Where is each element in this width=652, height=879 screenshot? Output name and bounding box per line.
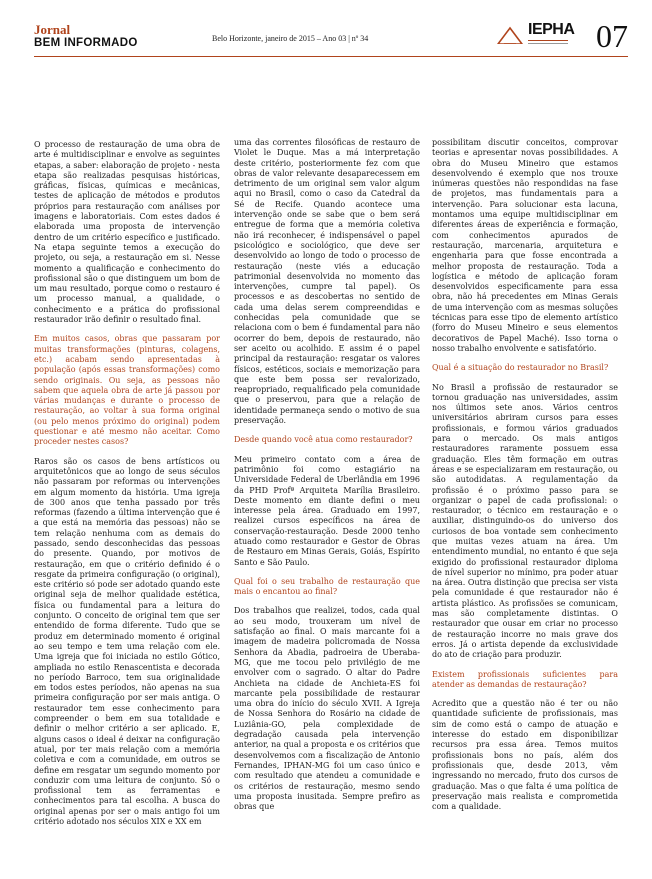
paragraph: possibilitam discutir conceitos, comprovar teorias e apresentar novas possibilidades. A obra do Museu Mineiro que estamos desenvolvendo é exemplo que nos trouxe inúmeras questões não respondidas na fase de projetos, mas fundamentais para a intervenção. Para solucionar esta lacuna, montamos uma equipe multidisciplinar em diferentes áreas de experiência e formação, com conhecimentos apurados de restauração, marcenaria, arquitetura e engenharia para que fosse encontrada a melhor proposta de restauração. Toda a logística e método de aplicação foram desenvolvidos especificamente para essa obra, não há precedentes em Minas Gerais de uma intervenção com as mesmas soluções técnicas para esse tipo de elemento artístico (forro do Museu Mineiro e seus elementos decorativos de Papel Maché). Isso torna o nosso trabalho envolvente e satisfatório. [432,138,618,353]
logo-mark-icon [496,26,526,44]
question: Qual foi o seu trabalho de restauração que mais o encantou ao final? [234,576,420,597]
logo-subline [528,40,568,47]
journal-label: Jornal [34,22,71,37]
dateline: Belo Horizonte, janeiro de 2015 – Ano 03 | nº 34 [212,34,369,43]
column-2 [234,138,420,821]
question: Qual é a situação do restaurador no Brasil? [432,363,609,373]
header-rule [34,56,628,57]
paragraph: O processo de restauração de uma obra de arte é multidisciplinar e envolve as seguintes etapas, a saber: elaboração de projeto - nesta etapa são realizadas pesquisas históricas, gráficas, físicas, químicas e mecânicas, testes de aplicação de métodos e produtos próprios para restauração com análises por imagens e laboratoriais. Com estes dados é elaborada uma proposta de intervenção dentro de um critério específico e justificado. Na etapa seguinte temos a execução do projeto, ou seja, a restauração em si. Nesse momento a qualificação e conhecimento do profissional são o que distinguem um bom de um mau resultado, porque como o restauro é um processo manual, a qualidade, o conhecimento e a prática do profissional restaurador irão definir o resultado final. [34,140,220,325]
iepha-logo [496,22,596,54]
question: Existem profissionais suficientes para atender as demandas de restauração? [432,669,618,689]
question: Em muitos casos, obras que passaram por muitas transformações (pinturas, colagens, etc.) acabam sendo apresentadas à população (após essas transformações) como sendo originais. Ou seja, as pessoas não sabem que aquela obra de arte já passou por várias mudanças e durante o processo de restauração, ao voltar à sua forma original (ou pelo menos próximo do original) podem questionar e até mesmo não aceitar. Como proceder nestes casos? [34,334,220,447]
column-1 [34,140,220,836]
paragraph: Meu primeiro contato com a área de patrimônio foi como estagiário na Universidade Federal de Uberlândia em 1996 da PHD Profª Arquiteta Marília Brasileiro. Deste momento em diante defini o meu interesse pela área. Graduado em 1997, realizei cursos específicos na área de conservação-restauração. Desde 2000 tenho atuado como restaurador e Gestor de Obras de Restauro em Minas Gerais, Goiás, Espírito Santo e São Paulo. [234,454,420,567]
paragraph: Dos trabalhos que realizei, todos, cada qual ao seu modo, trouxeram um nível de satisfação ao final. O mais marcante foi a imagem de madeira policromada de Nossa Senhora da Abadia, padroeira de Uberaba-MG, que me tocou pelo privilégio de me envolver com o sagrado. O altar do Padre Anchieta na cidade de Anchieta-ES foi marcante pela possibilidade de restaurar uma obra do início do século XVII. A Igreja de Nossa Senhora do Rosário na cidade de Luziânia-GO, pela complexidade de degradação causada pela intervenção anterior, na qual a proposta e os critérios que desenvolvemos com a fiscalização de Antonio Fernandes, IPHAN-MG foi um caso único e com resultado que atendeu a comunidade e os critérios de restauração, mesmo sendo uma proposta inusitada. Sempre prefiro as obras que [234,606,420,812]
logo-text: IEPHA [528,21,575,38]
column-3 [432,138,618,821]
paragraph: Acredito que a questão não é ter ou não quantidade suficiente de profissionais, mas sim de como está o campo de atuação e interesse do estado em disponibilizar recursos pra essa área. Temos muitos profissionais bons no país, além dos profissionais que, desde 2013, vêm ingressando no mercado, fruto dos cursos de graduação. Mas o que falta é uma política de preservação mais realista e comprometida com a qualidade. [432,699,618,812]
page-number: 07 [596,18,628,54]
paragraph: No Brasil a profissão de restaurador se tornou graduação nas universidades, assim nos últimos sete anos. Vários centros universitários abriram cursos para esses profissionais, e formou vários graduados para o mercado. Os mais antigos restauradores raramente possuem essa graduação. Eles têm formação em outras áreas e se especializaram em restauração, ou são autodidatas. A regulamentação da profissão é o próximo passo para se organizar o papel de cada profissional: o restaurador, o técnico em restauração e o auxiliar, distinguindo-os do universo dos curiosos de boa vontade sem conhecimento que muitas vezes atuam na área. Um entendimento mundial, no entanto é que seja exigido do profissional restaurador diploma de nível superior no mínimo, pra poder atuar na área. Outra distinção que precisa ser vista pela comunidade é que restaurador não é artista plástico. As profissões se comunicam, mas são completamente distintas. O restaurador que ousar em criar no processo de restauração incorre no mais grave dos erros. Já o artista depende da exclusividade do ato de criação para produzir. [432,382,618,660]
question: Desde quando você atua como restaurador? [234,435,413,445]
paragraph: uma das correntes filosóficas de restauro de Violet le Duque. Mas a má interpretação deste critério, posteriormente fez com que obras de valor relevante desaparecessem em detrimento de um original sem valor algum aqui no Brasil, como o caso da Catedral da Sé de Recife. Quando acontece uma intervenção onde se sabe que o bem será entregue de forma que a memória coletiva não irá reconhecer, é indispensável o papel psicológico e sociológico, que deve ser desenvolvido ao longo de todo o processo de restauração (neste viés a educação patrimonial desenvolvida no momento das intervenções, cumpre tal papel). Os processos e as descobertas no sentido de cada uma delas serem compreendidas e conhecidas pela comunidade que se relaciona com o bem é fundamental para não ocorrer do bem, depois de restaurado, não ser aceito ou acolhido. E assim é o papel principal da restauração: resgatar os valores físicos, estéticos, sociais e memorização para que este bem possa ser revalorizado, reapropriado, requalificado pela comunidade que o preservou, para que a relação de identidade permaneça sendo o motivo de sua preservação. [234,138,420,426]
paragraph: Raros são os casos de bens artísticos ou arquitetônicos que ao longo de seus séculos não passaram por reformas ou intervenções em algum momento da história. Uma igreja de 300 anos que tenha passado por três reformas (fazendo a última intervenção que é a que está na memória das pessoas) não se tem relação nenhuma com as demais do passado, sendo desconhecidas das pessoas do presente. Quando, por motivos de restauração, em que o critério definido é o resgate da primeira configuração (o original), este critério só pode ser adotado quando este original seja de melhor qualidade estética, física ou fundamental para a leitura do conjunto. O conceito de original tem que ser entendido de forma diferente. Tudo que se produz em determinado momento é original ao seu tempo e tem uma relação com ele. Uma igreja que foi iniciada no estilo Gótico, ampliada no estilo Renascentista e decorada no período Barroco, tem sua originalidade em todos estes períodos, não apenas na sua primeira configuração por ser mais antiga. O restaurador tem esse conhecimento para compreender o bem em sua totalidade e definir o melhor critério a ser aplicado. E, alguns casos o ideal é deixar na configuração atual, por ter mais relação com a memória coletiva e com a comunidade, em outros se define em resgatar um segundo momento por conduzir com uma leitura de conjunto. Só o profissional tem as ferramentas e conhecimentos para tal escolha. A busca do original apenas por ser o mais antigo foi um critério adotado nos séculos XIX e XX em [34,456,220,826]
page-header [34,18,628,54]
section-title: BEM INFORMADO [34,37,138,49]
